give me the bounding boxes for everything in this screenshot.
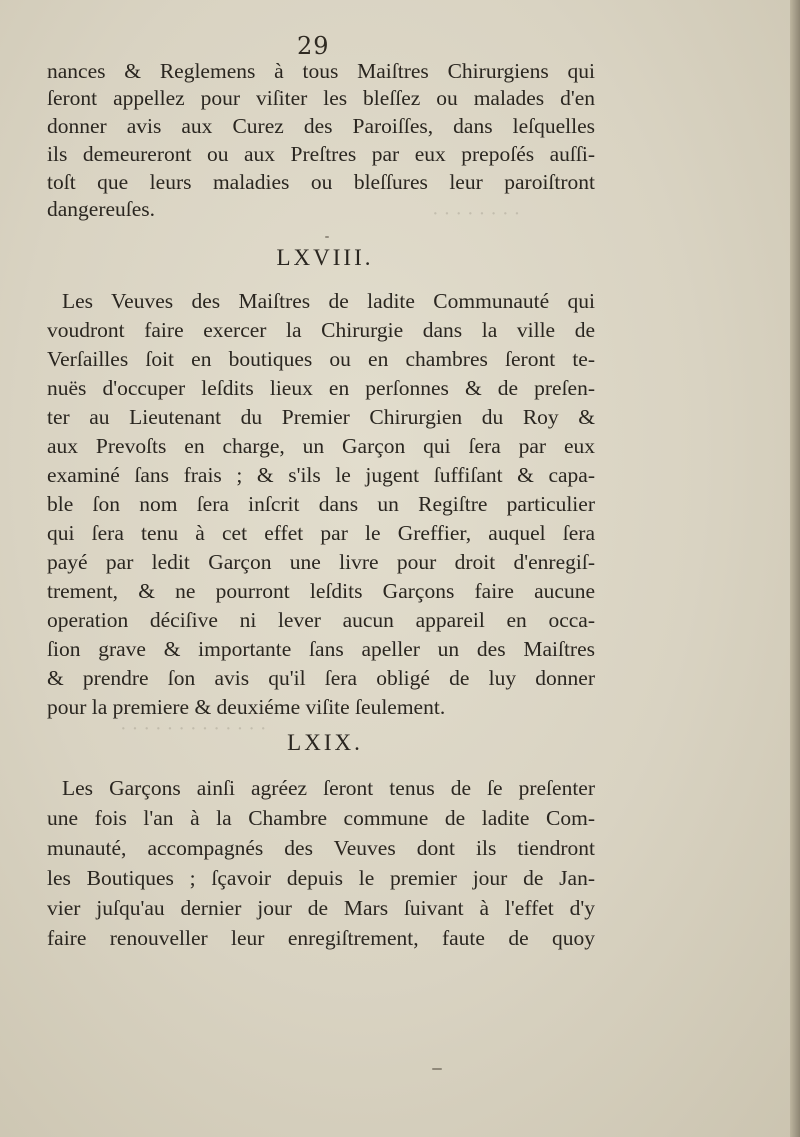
- page-number: 29: [297, 32, 330, 60]
- text-line: & prendre ſon avis qu'il ſera obligé de luy donner: [47, 666, 595, 690]
- article-heading-68: LXVIII.: [276, 245, 374, 270]
- text-line: ble ſon nom ſera inſcrit dans un Regiſtre particulier: [47, 492, 595, 516]
- text-line: munauté, accompagnés des Veuves dont ils tiendront: [47, 836, 595, 860]
- text-line: ter au Lieutenant du Premier Chirurgien du Roy &: [47, 405, 595, 429]
- show-through-mark: · · · · · · · · · · · · ·: [120, 718, 267, 740]
- text-line: aux Prevoſts en charge, un Garçon qui ſera par eux: [47, 434, 595, 458]
- page-edge-shadow: [790, 0, 800, 1137]
- text-line: ſeront appellez pour viſiter les bleſſez ou malades d'en: [47, 86, 595, 110]
- text-line: Verſailles ſoit en boutiques ou en chambres ſeront te-: [47, 347, 595, 371]
- text-line: nuës d'occuper leſdits lieux en perſonnes & de preſen-: [47, 376, 595, 400]
- text-line: dangereuſes.: [47, 197, 156, 221]
- text-line: toſt que leurs maladies ou bleſſures leur paroiſtront: [47, 170, 595, 194]
- show-through-mark: · · · · · · · ·: [432, 203, 521, 225]
- text-line: operation déciſive ni lever aucun appareil en occa-: [47, 608, 595, 632]
- text-line: les Boutiques ; ſçavoir depuis le premier jour de Jan-: [47, 866, 595, 890]
- ink-speck: [432, 1068, 442, 1070]
- text-line: Les Garçons ainſi agréez ſeront tenus de ſe preſenter: [62, 776, 595, 800]
- ink-speck: [325, 236, 329, 238]
- article-heading-69: LXIX.: [287, 730, 363, 755]
- text-line: faire renouveller leur enregiſtrement, faute de quoy: [47, 926, 595, 950]
- text-line: Les Veuves des Maiſtres de ladite Communauté qui: [62, 289, 595, 313]
- text-line: nances & Reglemens à tous Maiſtres Chirurgiens qui: [47, 59, 595, 83]
- text-line: une fois l'an à la Chambre commune de ladite Com-: [47, 806, 595, 830]
- text-line: examiné ſans frais ; & s'ils le jugent ſuffiſant & capa-: [47, 463, 595, 487]
- text-line: payé par ledit Garçon une livre pour droit d'enregiſ-: [47, 550, 595, 574]
- text-line: voudront faire exercer la Chirurgie dans la ville de: [47, 318, 595, 342]
- text-line: ils demeureront ou aux Preſtres par eux prepoſés auſſi-: [47, 142, 595, 166]
- text-line: vier juſqu'au dernier jour de Mars ſuivant à l'effet d'y: [47, 896, 595, 920]
- text-line: pour la premiere & deuxiéme viſite ſeulement.: [47, 695, 446, 719]
- text-line: donner avis aux Curez des Paroiſſes, dans leſquelles: [47, 114, 595, 138]
- text-line: qui ſera tenu à cet effet par le Greffier, auquel ſera: [47, 521, 595, 545]
- text-line: trement, & ne pourront leſdits Garçons faire aucune: [47, 579, 595, 603]
- text-line: ſion grave & importante ſans apeller un des Maiſtres: [47, 637, 595, 661]
